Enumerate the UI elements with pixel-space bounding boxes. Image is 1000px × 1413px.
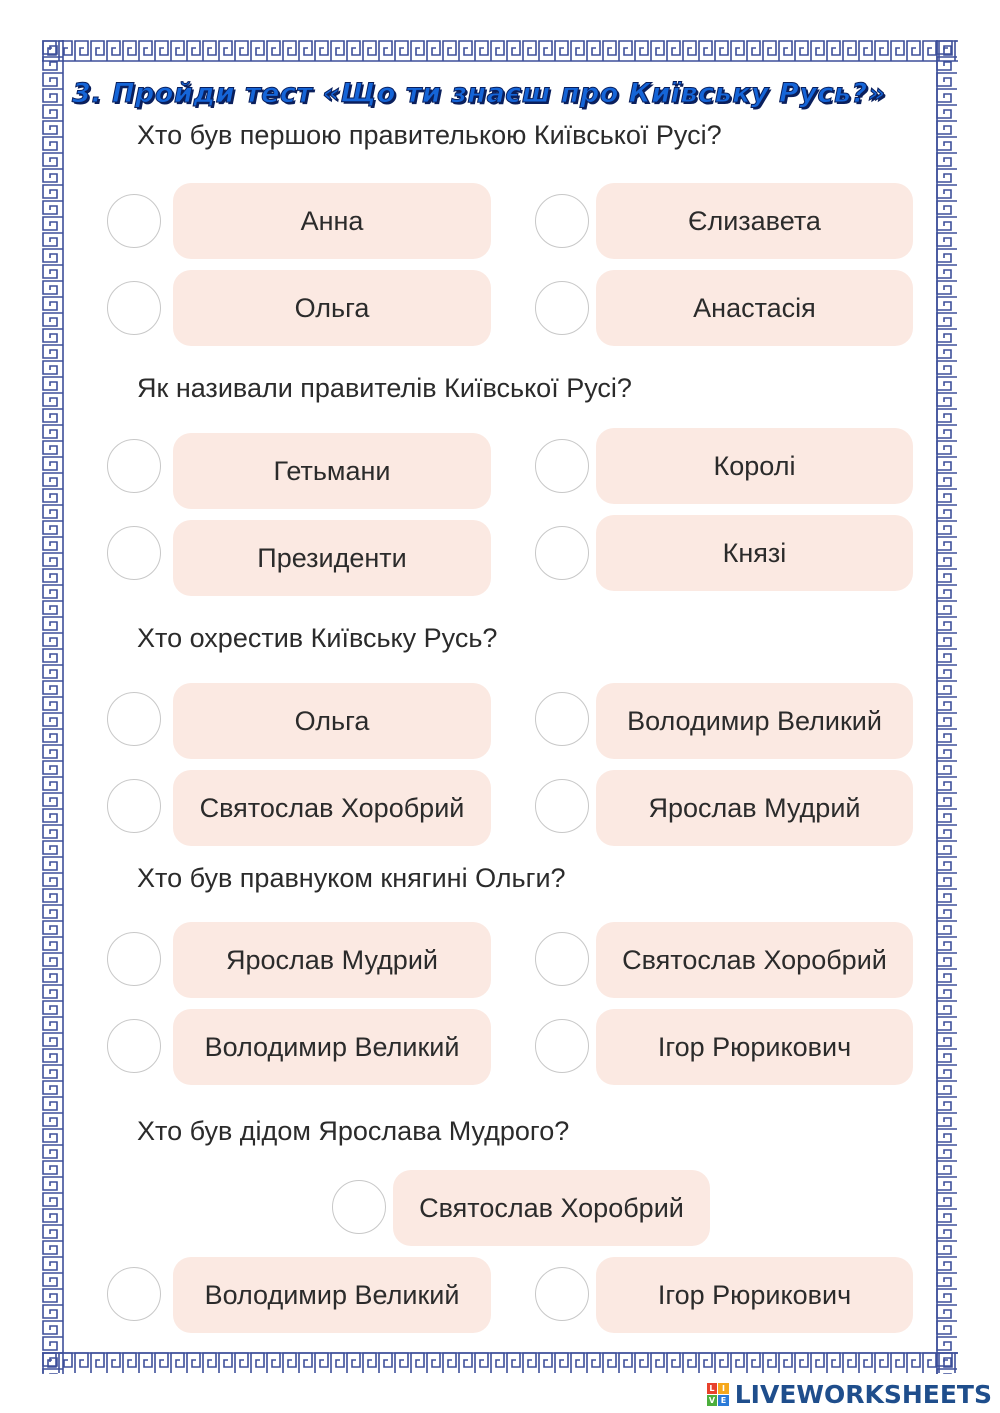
q2-option-2[interactable]: Королі	[596, 428, 913, 504]
q3-option-4[interactable]: Ярослав Мудрий	[596, 770, 913, 846]
q4-option-1[interactable]: Ярослав Мудрий	[173, 922, 491, 998]
q4-option-3-radio[interactable]	[107, 1019, 161, 1073]
q3-option-1[interactable]: Ольга	[173, 683, 491, 759]
logo-letter-4: E	[718, 1395, 729, 1406]
q3-option-2[interactable]: Володимир Великий	[596, 683, 913, 759]
q3-option-1-radio[interactable]	[107, 692, 161, 746]
logo-letter-1: L	[707, 1383, 718, 1394]
q1-option-4-radio[interactable]	[535, 281, 589, 335]
logo-letter-2: I	[718, 1383, 729, 1394]
q1-option-3[interactable]: Ольга	[173, 270, 491, 346]
question-3-text: Хто охрестив Київську Русь?	[137, 623, 498, 653]
q3-option-3-radio[interactable]	[107, 779, 161, 833]
liveworksheets-brand: LIVEWORKSHEETS	[734, 1379, 992, 1409]
q3-option-4-radio[interactable]	[535, 779, 589, 833]
question-5-text: Хто був дідом Ярослава Мудрого?	[137, 1116, 570, 1146]
q4-option-2-radio[interactable]	[535, 932, 589, 986]
q4-option-1-radio[interactable]	[107, 932, 161, 986]
q1-option-2[interactable]: Єлизавета	[596, 183, 913, 259]
q1-option-1-radio[interactable]	[107, 194, 161, 248]
border-top	[42, 40, 958, 62]
q1-option-1[interactable]: Анна	[173, 183, 491, 259]
q3-option-3[interactable]: Святослав Хоробрий	[173, 770, 491, 846]
liveworksheets-footer	[707, 1378, 992, 1410]
worksheet-title: 3. Пройди тест «Що ти знаєш про Київську Русь?»	[72, 78, 886, 109]
q2-option-4[interactable]: Князі	[596, 515, 913, 591]
q2-option-1[interactable]: Гетьмани	[173, 433, 491, 509]
q1-option-3-radio[interactable]	[107, 281, 161, 335]
q1-option-4[interactable]: Анастасія	[596, 270, 913, 346]
question-4-text: Хто був правнуком княгині Ольги?	[137, 863, 566, 893]
q2-option-2-radio[interactable]	[535, 439, 589, 493]
q5-option-2-radio[interactable]	[107, 1267, 161, 1321]
liveworksheets-logo-icon	[707, 1383, 729, 1405]
logo-letter-3: V	[707, 1395, 718, 1406]
q3-option-2-radio[interactable]	[535, 692, 589, 746]
q1-option-2-radio[interactable]	[535, 194, 589, 248]
border-bottom	[42, 1352, 958, 1374]
q5-option-3[interactable]: Ігор Рюрикович	[596, 1257, 913, 1333]
q2-option-3[interactable]: Президенти	[173, 520, 491, 596]
q5-option-1-radio[interactable]	[332, 1180, 386, 1234]
q4-option-4[interactable]: Ігор Рюрикович	[596, 1009, 913, 1085]
q5-option-3-radio[interactable]	[535, 1267, 589, 1321]
border-right	[936, 40, 958, 1374]
q2-option-3-radio[interactable]	[107, 526, 161, 580]
q2-option-4-radio[interactable]	[535, 526, 589, 580]
q4-option-3[interactable]: Володимир Великий	[173, 1009, 491, 1085]
q4-option-4-radio[interactable]	[535, 1019, 589, 1073]
border-left	[42, 40, 64, 1374]
q5-option-1[interactable]: Святослав Хоробрий	[393, 1170, 710, 1246]
question-1-text: Хто був першою правителькою Київської Русі?	[137, 120, 722, 150]
question-2-text: Як називали правителів Київської Русі?	[137, 373, 632, 403]
q5-option-2[interactable]: Володимир Великий	[173, 1257, 491, 1333]
q2-option-1-radio[interactable]	[107, 439, 161, 493]
q4-option-2[interactable]: Святослав Хоробрий	[596, 922, 913, 998]
